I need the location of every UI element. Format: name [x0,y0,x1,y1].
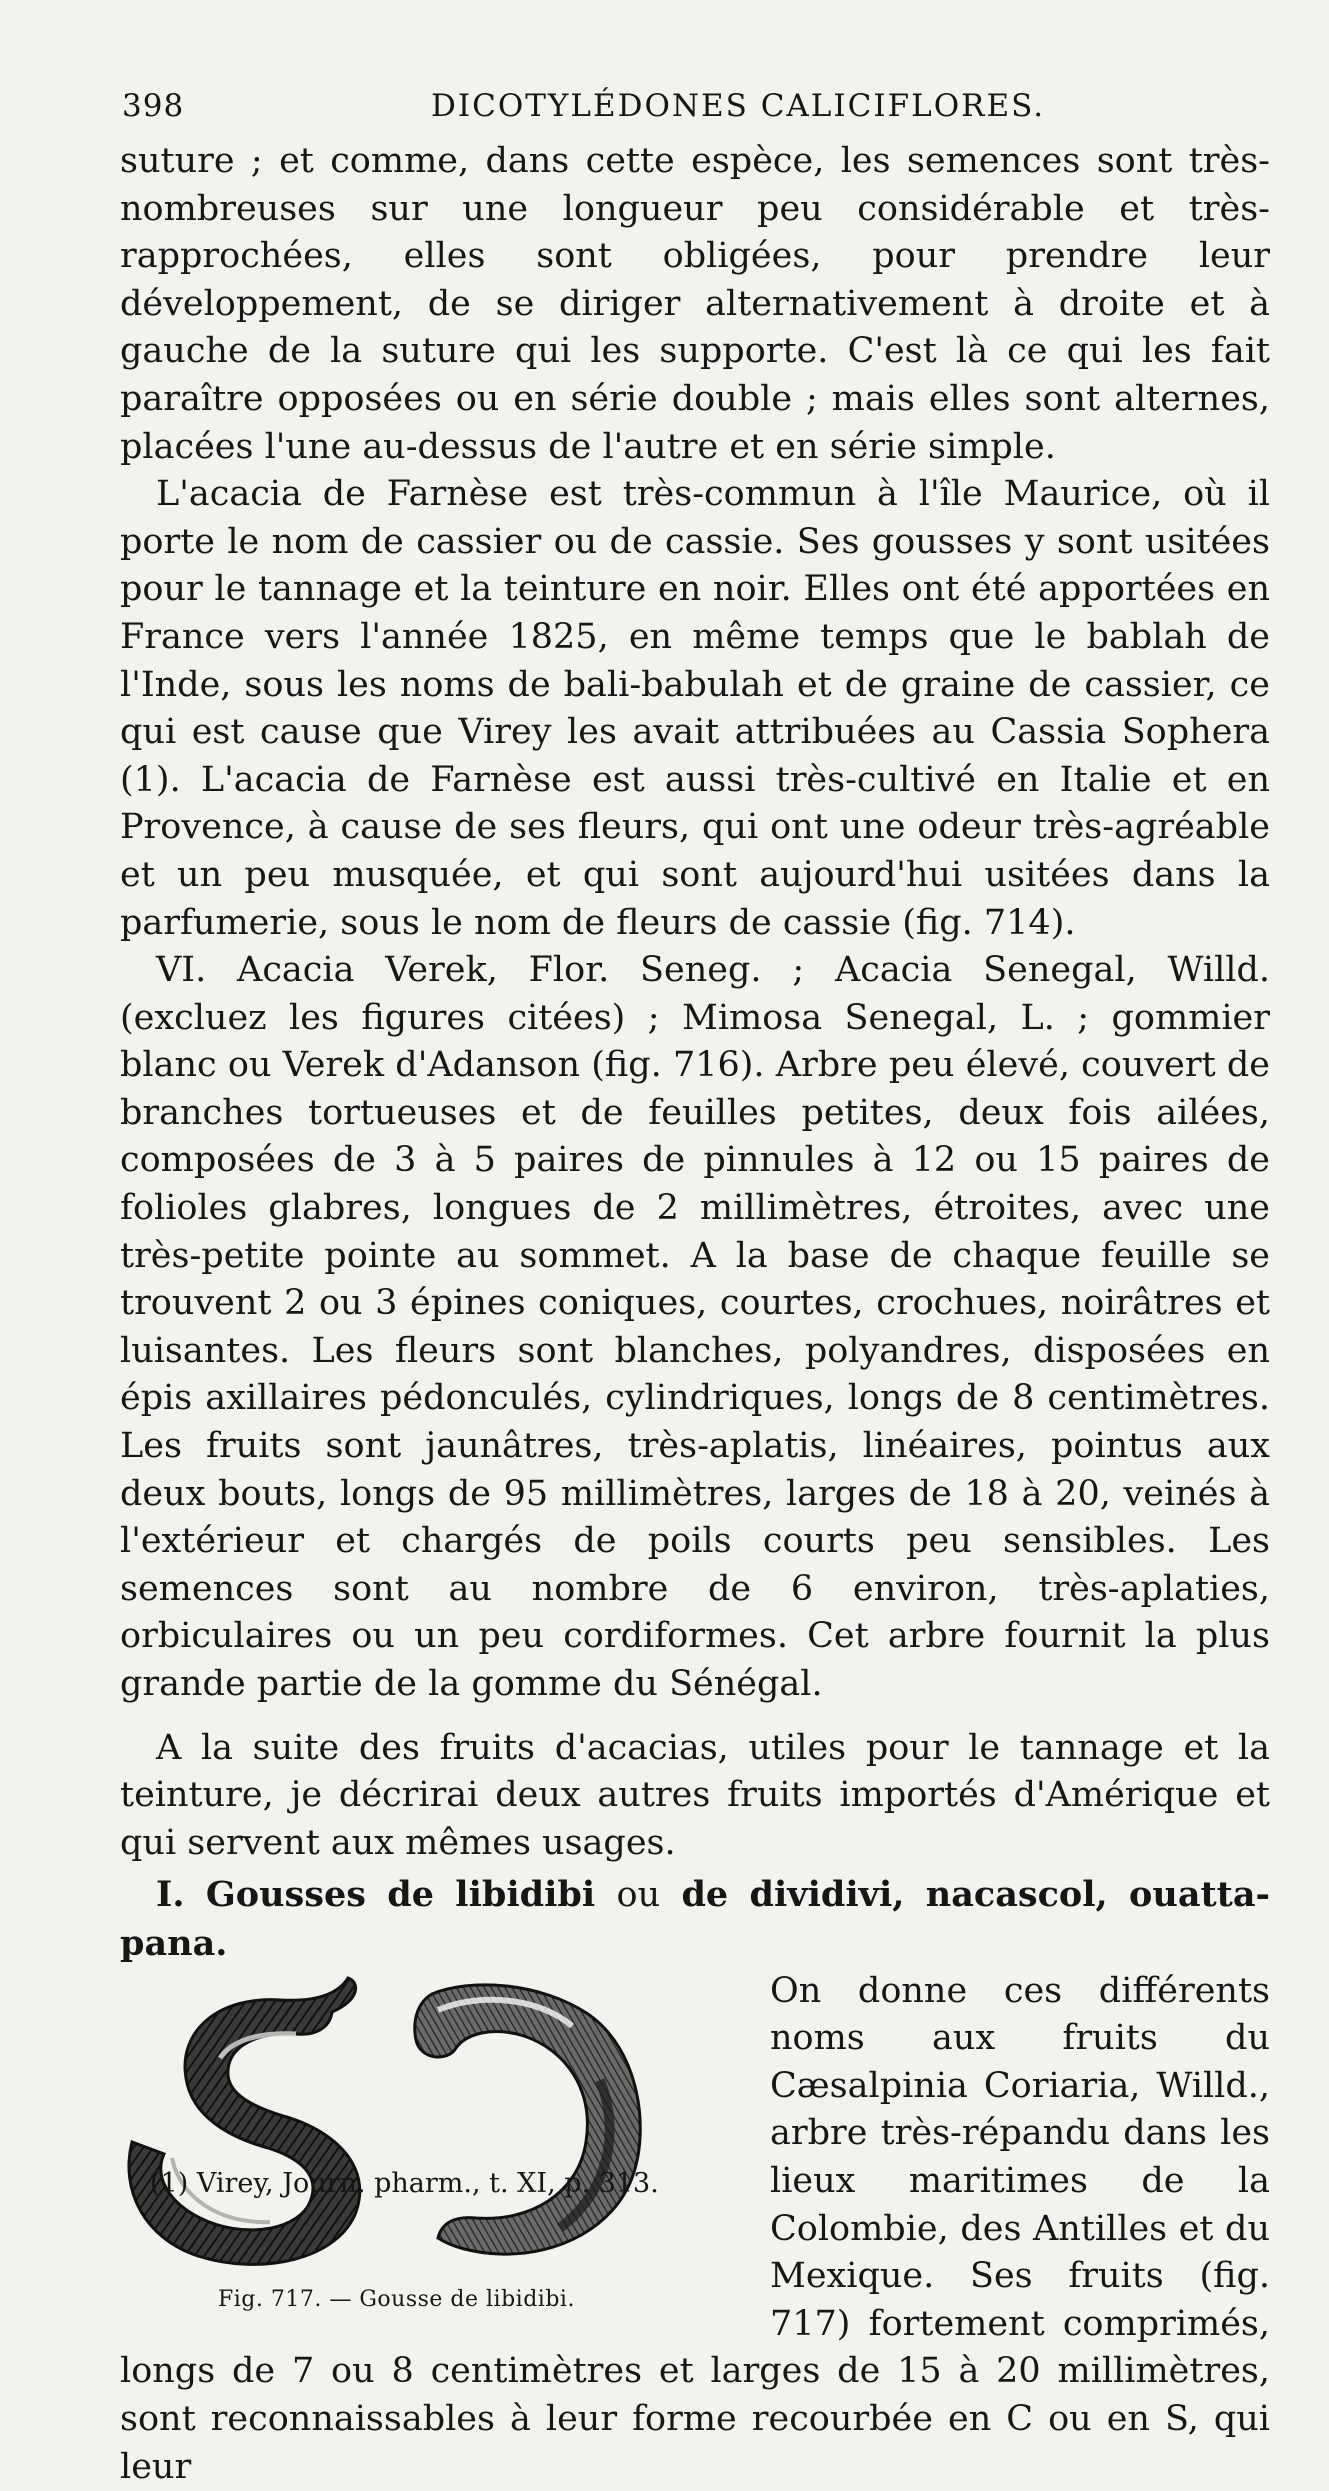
running-title: DICOTYLÉDONES CALICIFLORES. [431,88,1046,124]
section-title-ou: ou [616,1875,661,1916]
pod-c-shape [415,1984,640,2253]
body-text [120,138,1270,2491]
section-number: I. [156,1874,185,1916]
page-number: 398 [122,88,185,124]
paragraph-suture: suture ; et comme, dans cette espèce, les semences sont très-nombreuses sur une longueur peu considérable et très-rapprochées, elles sont obligées, pour prendre leur développement, de se diriger alternativement à droite et à gauche de la suture qui les supporte. C'est là ce qui les fait paraître opposées ou en série double ; mais elles sont alternes, placées l'une au-dessus de l'autre et en série simple. [120,141,1270,467]
pod-s-shape [129,1978,360,2264]
figure-717 [120,1970,750,2330]
paragraph-transition: A la suite des fruits d'acacias, utiles pour le tannage et la teinture, je décrirai deux autres fruits importés d'Amérique et qui servent aux mêmes usages. [120,1727,1270,1863]
running-head [122,88,1269,128]
figure-caption: Fig. 717. — Gousse de libidibi. [218,2286,575,2312]
section-heading [120,1871,1270,1967]
footnote: (1) Virey, Journ. pharm., t. XI, p. 313. [150,2168,659,2199]
paragraph-farnese: L'acacia de Farnèse est très-commun à l'île Maurice, où il porte le nom de cassier ou de cassie. Ses gousses y sont usitées pour le tannage et la teinture en noir. Elles ont été apportées en France vers l'année 1825, en même temps que le bablah de l'Inde, sous les noms de bali-babulah et de graine de cassier, ce qui est cause que Virey les avait attribuées au Cassia Sophera (1). L'acacia de Farnèse est aussi très-cultivé en Italie et en Provence, à cause de ses fleurs, qui ont une odeur très-agréable et un peu musquée, et qui sont aujourd'hui usitées dans la parfumerie, sous le nom de fleurs de cassie (fig. 714). [120,474,1270,943]
section-title-b: de dividivi, nacascol, ouatta-pana. [120,1874,1271,1964]
paragraph-libidibi: On donne ces différents noms aux fruits du Cæsalpinia Coriaria, Willd., arbre très-répandu dans les lieux maritimes de la Colombie, des Antilles et du Mexique. Ses fruits (fig. 717) fortement comprimés, longs de 7 ou 8 centimètres et larges de 15 à 20 millimètres, sont reconnaissables à leur forme recourbée en C ou en S, qui leur [120,1970,1270,2487]
libidibi-pod-illustration [120,1970,750,2270]
paragraph-acacia-verek: VI. Acacia Verek, Flor. Seneg. ; Acacia Senegal, Willd. (excluez les figures citées) ; Mimosa Senegal, L. ; gommier blanc ou Verek d'Adanson (fig. 716). Arbre peu élevé, couvert de branches tortueuses et de feuilles petites, deux fois ailées, composées de 3 à 5 paires de pinnules à 12 ou 15 paires de folioles glabres, longues de 2 millimètres, étroites, avec une très-petite pointe au sommet. A la base de chaque feuille se trouvent 2 ou 3 épines coniques, courtes, crochues, noirâtres et luisantes. Les fleurs sont blanches, polyandres, disposées en épis axillaires pédonculés, cylindriques, longs de 8 centimètres. Les fruits sont jaunâtres, très-aplatis, linéaires, pointus aux deux bouts, longs de 95 millimètres, larges de 18 à 20, veinés à l'extérieur et chargés de poils courts peu sensibles. Les semences sont au nombre de 6 environ, très-aplaties, orbiculaires ou un peu cordiformes. Cet arbre fournit la plus grande partie de la gomme du Sénégal. [120,950,1270,1704]
section-title-a: Gousses de libidibi [205,1874,596,1916]
